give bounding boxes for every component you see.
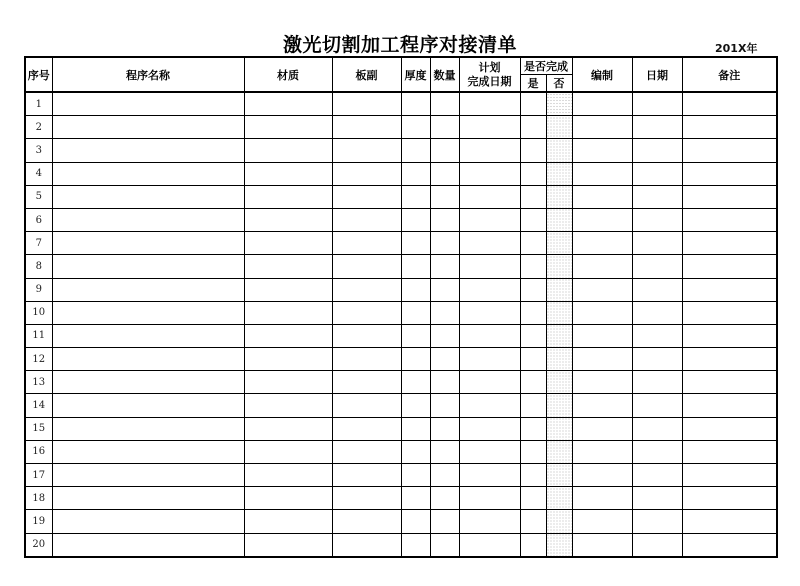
cell-completed-yes[interactable] bbox=[520, 162, 546, 185]
cell-remarks[interactable] bbox=[682, 208, 777, 231]
cell-completed-no[interactable] bbox=[546, 371, 572, 394]
cell-quantity[interactable] bbox=[430, 533, 459, 557]
cell-program-name[interactable] bbox=[52, 301, 244, 324]
cell-planned-date[interactable] bbox=[459, 278, 520, 301]
cell-material[interactable] bbox=[244, 92, 332, 116]
cell-material[interactable] bbox=[244, 394, 332, 417]
cell-editor[interactable] bbox=[572, 417, 632, 440]
cell-completed-yes[interactable] bbox=[520, 139, 546, 162]
cell-quantity[interactable] bbox=[430, 301, 459, 324]
cell-thickness[interactable] bbox=[401, 185, 430, 208]
cell-thickness[interactable] bbox=[401, 348, 430, 371]
cell-editor[interactable] bbox=[572, 487, 632, 510]
cell-completed-yes[interactable] bbox=[520, 348, 546, 371]
cell-completed-no[interactable] bbox=[546, 255, 572, 278]
row-number: 3 bbox=[25, 139, 52, 162]
cell-planned-date[interactable] bbox=[459, 185, 520, 208]
cell-program-name[interactable] bbox=[52, 116, 244, 139]
cell-program-name[interactable] bbox=[52, 139, 244, 162]
cell-completed-no[interactable] bbox=[546, 464, 572, 487]
cell-remarks[interactable] bbox=[682, 278, 777, 301]
header-seq: 序号 bbox=[25, 57, 52, 92]
table-row bbox=[25, 139, 777, 162]
header-quantity: 数量 bbox=[430, 57, 459, 92]
cell-editor[interactable] bbox=[572, 324, 632, 347]
form-title: 激光切割加工程序对接清单 bbox=[282, 34, 517, 56]
cell-remarks[interactable] bbox=[682, 185, 777, 208]
cell-plate[interactable] bbox=[332, 208, 401, 231]
table-row bbox=[25, 487, 777, 510]
cell-program-name[interactable] bbox=[52, 371, 244, 394]
cell-planned-date[interactable] bbox=[459, 417, 520, 440]
cell-date[interactable] bbox=[632, 533, 682, 557]
cell-program-name[interactable] bbox=[52, 208, 244, 231]
header-program-name: 程序名称 bbox=[52, 57, 244, 92]
cell-remarks[interactable] bbox=[682, 92, 777, 116]
cell-material[interactable] bbox=[244, 162, 332, 185]
cell-completed-no[interactable] bbox=[546, 278, 572, 301]
cell-plate[interactable] bbox=[332, 510, 401, 533]
cell-completed-yes[interactable] bbox=[520, 371, 546, 394]
cell-plate[interactable] bbox=[332, 371, 401, 394]
cell-quantity[interactable] bbox=[430, 92, 459, 116]
cell-program-name[interactable] bbox=[52, 394, 244, 417]
cell-completed-yes[interactable] bbox=[520, 208, 546, 231]
table-row bbox=[25, 162, 777, 185]
header-thickness: 厚度 bbox=[401, 57, 430, 92]
cell-plate[interactable] bbox=[332, 440, 401, 463]
cell-date[interactable] bbox=[632, 232, 682, 255]
cell-thickness[interactable] bbox=[401, 208, 430, 231]
table-row bbox=[25, 371, 777, 394]
cell-plate[interactable] bbox=[332, 232, 401, 255]
cell-quantity[interactable] bbox=[430, 324, 459, 347]
cell-completed-yes[interactable] bbox=[520, 301, 546, 324]
row-number: 8 bbox=[25, 255, 52, 278]
year-label: 201X年 bbox=[715, 42, 758, 55]
row-number: 13 bbox=[25, 371, 52, 394]
cell-material[interactable] bbox=[244, 301, 332, 324]
cell-editor[interactable] bbox=[572, 510, 632, 533]
row-number: 17 bbox=[25, 464, 52, 487]
cell-planned-date[interactable] bbox=[459, 440, 520, 463]
header-planned-date bbox=[459, 57, 520, 92]
cell-remarks[interactable] bbox=[682, 255, 777, 278]
cell-quantity[interactable] bbox=[430, 139, 459, 162]
cell-remarks[interactable] bbox=[682, 510, 777, 533]
cell-planned-date[interactable] bbox=[459, 348, 520, 371]
cell-program-name[interactable] bbox=[52, 324, 244, 347]
cell-quantity[interactable] bbox=[430, 417, 459, 440]
header-plan-line2: 完成日期 bbox=[467, 74, 512, 88]
cell-editor[interactable] bbox=[572, 278, 632, 301]
row-number: 9 bbox=[25, 278, 52, 301]
cell-completed-yes[interactable] bbox=[520, 533, 546, 557]
cell-thickness[interactable] bbox=[401, 464, 430, 487]
cell-program-name[interactable] bbox=[52, 464, 244, 487]
cell-plate[interactable] bbox=[332, 301, 401, 324]
header-completed-no: 否 bbox=[546, 75, 572, 93]
cell-date[interactable] bbox=[632, 348, 682, 371]
cell-date[interactable] bbox=[632, 510, 682, 533]
cell-planned-date[interactable] bbox=[459, 301, 520, 324]
cell-completed-no[interactable] bbox=[546, 301, 572, 324]
cell-completed-yes[interactable] bbox=[520, 324, 546, 347]
cell-thickness[interactable] bbox=[401, 255, 430, 278]
cell-completed-yes[interactable] bbox=[520, 417, 546, 440]
cell-program-name[interactable] bbox=[52, 162, 244, 185]
cell-remarks[interactable] bbox=[682, 533, 777, 557]
cell-planned-date[interactable] bbox=[459, 162, 520, 185]
cell-thickness[interactable] bbox=[401, 510, 430, 533]
cell-program-name[interactable] bbox=[52, 185, 244, 208]
row-number: 11 bbox=[25, 324, 52, 347]
cell-completed-yes[interactable] bbox=[520, 440, 546, 463]
cell-planned-date[interactable] bbox=[459, 464, 520, 487]
cell-planned-date[interactable] bbox=[459, 371, 520, 394]
cell-planned-date[interactable] bbox=[459, 510, 520, 533]
cell-material[interactable] bbox=[244, 371, 332, 394]
cell-plate[interactable] bbox=[332, 116, 401, 139]
cell-plate[interactable] bbox=[332, 533, 401, 557]
cell-date[interactable] bbox=[632, 417, 682, 440]
cell-completed-no[interactable] bbox=[546, 185, 572, 208]
cell-plate[interactable] bbox=[332, 162, 401, 185]
cell-date[interactable] bbox=[632, 394, 682, 417]
cell-completed-no[interactable] bbox=[546, 324, 572, 347]
cell-remarks[interactable] bbox=[682, 464, 777, 487]
cell-material[interactable] bbox=[244, 185, 332, 208]
cell-completed-no[interactable] bbox=[546, 162, 572, 185]
cell-material[interactable] bbox=[244, 324, 332, 347]
cell-date[interactable] bbox=[632, 139, 682, 162]
cell-quantity[interactable] bbox=[430, 208, 459, 231]
cell-thickness[interactable] bbox=[401, 371, 430, 394]
table-row bbox=[25, 510, 777, 533]
cell-remarks[interactable] bbox=[682, 301, 777, 324]
cell-plate[interactable] bbox=[332, 255, 401, 278]
cell-remarks[interactable] bbox=[682, 139, 777, 162]
cell-quantity[interactable] bbox=[430, 278, 459, 301]
cell-plate[interactable] bbox=[332, 324, 401, 347]
cell-planned-date[interactable] bbox=[459, 208, 520, 231]
cell-completed-yes[interactable] bbox=[520, 185, 546, 208]
cell-material[interactable] bbox=[244, 464, 332, 487]
cell-completed-no[interactable] bbox=[546, 348, 572, 371]
cell-completed-no[interactable] bbox=[546, 487, 572, 510]
cell-program-name[interactable] bbox=[52, 417, 244, 440]
cell-remarks[interactable] bbox=[682, 394, 777, 417]
cell-plate[interactable] bbox=[332, 348, 401, 371]
cell-completed-no[interactable] bbox=[546, 92, 572, 116]
cell-date[interactable] bbox=[632, 162, 682, 185]
row-number: 19 bbox=[25, 510, 52, 533]
cell-remarks[interactable] bbox=[682, 440, 777, 463]
table-row bbox=[25, 92, 777, 116]
header-editor: 编制 bbox=[572, 57, 632, 92]
cell-planned-date[interactable] bbox=[459, 533, 520, 557]
cell-quantity[interactable] bbox=[430, 232, 459, 255]
row-number: 5 bbox=[25, 185, 52, 208]
cell-date[interactable] bbox=[632, 208, 682, 231]
header-completed-group: 是否完成 bbox=[520, 57, 572, 75]
checklist-table bbox=[24, 56, 778, 558]
table-row bbox=[25, 232, 777, 255]
cell-material[interactable] bbox=[244, 487, 332, 510]
cell-thickness[interactable] bbox=[401, 232, 430, 255]
table-row bbox=[25, 440, 777, 463]
cell-quantity[interactable] bbox=[430, 440, 459, 463]
cell-planned-date[interactable] bbox=[459, 394, 520, 417]
cell-quantity[interactable] bbox=[430, 348, 459, 371]
cell-completed-no[interactable] bbox=[546, 510, 572, 533]
cell-quantity[interactable] bbox=[430, 510, 459, 533]
row-number: 14 bbox=[25, 394, 52, 417]
cell-program-name[interactable] bbox=[52, 487, 244, 510]
cell-thickness[interactable] bbox=[401, 394, 430, 417]
cell-planned-date[interactable] bbox=[459, 487, 520, 510]
cell-date[interactable] bbox=[632, 464, 682, 487]
table-row bbox=[25, 464, 777, 487]
cell-date[interactable] bbox=[632, 324, 682, 347]
cell-editor[interactable] bbox=[572, 371, 632, 394]
row-number: 16 bbox=[25, 440, 52, 463]
cell-planned-date[interactable] bbox=[459, 92, 520, 116]
cell-completed-no[interactable] bbox=[546, 394, 572, 417]
cell-quantity[interactable] bbox=[430, 185, 459, 208]
cell-editor[interactable] bbox=[572, 232, 632, 255]
table-row bbox=[25, 394, 777, 417]
table-row bbox=[25, 301, 777, 324]
cell-plate[interactable] bbox=[332, 92, 401, 116]
cell-planned-date[interactable] bbox=[459, 116, 520, 139]
row-number: 7 bbox=[25, 232, 52, 255]
cell-material[interactable] bbox=[244, 255, 332, 278]
cell-material[interactable] bbox=[244, 278, 332, 301]
cell-editor[interactable] bbox=[572, 440, 632, 463]
cell-completed-yes[interactable] bbox=[520, 510, 546, 533]
table-row bbox=[25, 255, 777, 278]
cell-date[interactable] bbox=[632, 255, 682, 278]
cell-thickness[interactable] bbox=[401, 301, 430, 324]
cell-editor[interactable] bbox=[572, 394, 632, 417]
row-number: 20 bbox=[25, 533, 52, 557]
cell-plate[interactable] bbox=[332, 185, 401, 208]
cell-editor[interactable] bbox=[572, 301, 632, 324]
cell-planned-date[interactable] bbox=[459, 255, 520, 278]
cell-program-name[interactable] bbox=[52, 440, 244, 463]
cell-completed-yes[interactable] bbox=[520, 394, 546, 417]
cell-program-name[interactable] bbox=[52, 533, 244, 557]
cell-planned-date[interactable] bbox=[459, 139, 520, 162]
cell-remarks[interactable] bbox=[682, 116, 777, 139]
cell-quantity[interactable] bbox=[430, 162, 459, 185]
cell-quantity[interactable] bbox=[430, 116, 459, 139]
cell-completed-no[interactable] bbox=[546, 533, 572, 557]
cell-remarks[interactable] bbox=[682, 371, 777, 394]
cell-editor[interactable] bbox=[572, 464, 632, 487]
cell-date[interactable] bbox=[632, 487, 682, 510]
row-number: 2 bbox=[25, 116, 52, 139]
table-row bbox=[25, 185, 777, 208]
row-number: 10 bbox=[25, 301, 52, 324]
table-row bbox=[25, 417, 777, 440]
cell-quantity[interactable] bbox=[430, 394, 459, 417]
cell-completed-yes[interactable] bbox=[520, 92, 546, 116]
cell-remarks[interactable] bbox=[682, 417, 777, 440]
header-plan-line1: 计划 bbox=[478, 60, 501, 74]
cell-program-name[interactable] bbox=[52, 510, 244, 533]
cell-thickness[interactable] bbox=[401, 139, 430, 162]
cell-editor[interactable] bbox=[572, 255, 632, 278]
header-plate: 板副 bbox=[332, 57, 401, 92]
table-row bbox=[25, 208, 777, 231]
cell-quantity[interactable] bbox=[430, 464, 459, 487]
cell-editor[interactable] bbox=[572, 162, 632, 185]
cell-date[interactable] bbox=[632, 371, 682, 394]
row-number: 12 bbox=[25, 348, 52, 371]
cell-date[interactable] bbox=[632, 278, 682, 301]
cell-planned-date[interactable] bbox=[459, 232, 520, 255]
cell-thickness[interactable] bbox=[401, 440, 430, 463]
table-row bbox=[25, 533, 777, 557]
table-row bbox=[25, 324, 777, 347]
cell-completed-yes[interactable] bbox=[520, 278, 546, 301]
cell-thickness[interactable] bbox=[401, 324, 430, 347]
cell-completed-yes[interactable] bbox=[520, 464, 546, 487]
row-number: 1 bbox=[25, 92, 52, 116]
cell-thickness[interactable] bbox=[401, 162, 430, 185]
table-row bbox=[25, 348, 777, 371]
cell-program-name[interactable] bbox=[52, 255, 244, 278]
cell-thickness[interactable] bbox=[401, 92, 430, 116]
cell-editor[interactable] bbox=[572, 208, 632, 231]
cell-quantity[interactable] bbox=[430, 255, 459, 278]
cell-thickness[interactable] bbox=[401, 417, 430, 440]
cell-date[interactable] bbox=[632, 440, 682, 463]
cell-program-name[interactable] bbox=[52, 232, 244, 255]
cell-program-name[interactable] bbox=[52, 348, 244, 371]
cell-completed-no[interactable] bbox=[546, 417, 572, 440]
cell-date[interactable] bbox=[632, 92, 682, 116]
cell-program-name[interactable] bbox=[52, 92, 244, 116]
cell-editor[interactable] bbox=[572, 92, 632, 116]
cell-completed-yes[interactable] bbox=[520, 487, 546, 510]
cell-material[interactable] bbox=[244, 139, 332, 162]
cell-plate[interactable] bbox=[332, 278, 401, 301]
cell-editor[interactable] bbox=[572, 185, 632, 208]
cell-plate[interactable] bbox=[332, 394, 401, 417]
cell-completed-no[interactable] bbox=[546, 208, 572, 231]
cell-material[interactable] bbox=[244, 232, 332, 255]
cell-quantity[interactable] bbox=[430, 371, 459, 394]
cell-thickness[interactable] bbox=[401, 116, 430, 139]
table-row bbox=[25, 278, 777, 301]
table-body bbox=[25, 92, 777, 557]
cell-material[interactable] bbox=[244, 417, 332, 440]
cell-date[interactable] bbox=[632, 185, 682, 208]
row-number: 15 bbox=[25, 417, 52, 440]
cell-editor[interactable] bbox=[572, 533, 632, 557]
cell-thickness[interactable] bbox=[401, 487, 430, 510]
cell-remarks[interactable] bbox=[682, 324, 777, 347]
cell-editor[interactable] bbox=[572, 139, 632, 162]
cell-thickness[interactable] bbox=[401, 278, 430, 301]
cell-completed-yes[interactable] bbox=[520, 116, 546, 139]
cell-remarks[interactable] bbox=[682, 348, 777, 371]
cell-planned-date[interactable] bbox=[459, 324, 520, 347]
header-remarks: 备注 bbox=[682, 57, 777, 92]
cell-remarks[interactable] bbox=[682, 487, 777, 510]
cell-remarks[interactable] bbox=[682, 162, 777, 185]
cell-editor[interactable] bbox=[572, 348, 632, 371]
cell-completed-no[interactable] bbox=[546, 440, 572, 463]
cell-editor[interactable] bbox=[572, 116, 632, 139]
cell-plate[interactable] bbox=[332, 487, 401, 510]
cell-completed-yes[interactable] bbox=[520, 232, 546, 255]
cell-material[interactable] bbox=[244, 208, 332, 231]
table-row bbox=[25, 116, 777, 139]
cell-completed-no[interactable] bbox=[546, 232, 572, 255]
cell-program-name[interactable] bbox=[52, 278, 244, 301]
cell-quantity[interactable] bbox=[430, 487, 459, 510]
cell-material[interactable] bbox=[244, 533, 332, 557]
cell-material[interactable] bbox=[244, 440, 332, 463]
cell-date[interactable] bbox=[632, 301, 682, 324]
header-completed-yes: 是 bbox=[520, 75, 546, 93]
row-number: 4 bbox=[25, 162, 52, 185]
cell-date[interactable] bbox=[632, 116, 682, 139]
cell-material[interactable] bbox=[244, 510, 332, 533]
cell-plate[interactable] bbox=[332, 464, 401, 487]
cell-plate[interactable] bbox=[332, 139, 401, 162]
header-material: 材质 bbox=[244, 57, 332, 92]
cell-remarks[interactable] bbox=[682, 232, 777, 255]
cell-completed-no[interactable] bbox=[546, 139, 572, 162]
cell-completed-yes[interactable] bbox=[520, 255, 546, 278]
header-date: 日期 bbox=[632, 57, 682, 92]
cell-material[interactable] bbox=[244, 348, 332, 371]
row-number: 18 bbox=[25, 487, 52, 510]
cell-material[interactable] bbox=[244, 116, 332, 139]
cell-plate[interactable] bbox=[332, 417, 401, 440]
cell-completed-no[interactable] bbox=[546, 116, 572, 139]
cell-thickness[interactable] bbox=[401, 533, 430, 557]
row-number: 6 bbox=[25, 208, 52, 231]
